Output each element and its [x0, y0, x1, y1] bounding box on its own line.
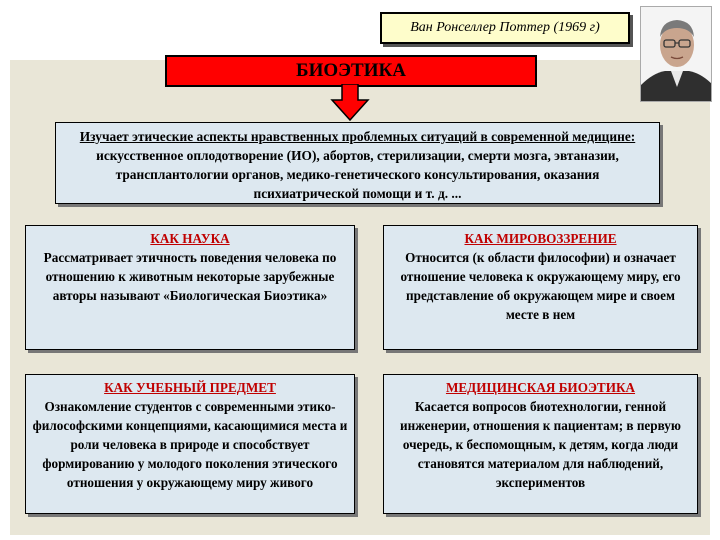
- medical-bioethics-text: Касается вопросов биотехнологии, генной инженерии, отношения к пациентам; в первую очередь, к беспомощным, к детям, когда люди становятся материалом для наблюдений, экспериментов: [400, 399, 681, 490]
- medical-bioethics-box: [383, 374, 698, 514]
- science-text: Рассматривает этичность поведения человека по отношению к животным некоторые зарубежные авторы называют «Биологическая Биоэтика»: [43, 250, 337, 303]
- bioethics-title: БИОЭТИКА: [165, 55, 537, 87]
- subject-heading: КАК УЧЕБНЫЙ ПРЕДМЕТ: [104, 380, 276, 395]
- subject-box: [25, 374, 355, 514]
- subject-text: Ознакомление студентов с современными этико-философскими концепциями, касающимися места и роли человека в природе и способствует формированию у молодого поколения этического отношения у окружающему миру живого: [32, 399, 348, 490]
- worldview-box: [383, 225, 698, 350]
- author-label: Ван Ронселлер Поттер (1969 г): [380, 12, 630, 44]
- portrait-photo: [640, 6, 712, 102]
- worldview-heading: КАК МИРОВОЗЗРЕНИЕ: [464, 231, 617, 246]
- worldview-text: Относится (к области философии) и означает отношение человека к окружающему миру, его представление об окружающем мире и своем месте в нем: [400, 250, 681, 322]
- definition-rest: искусственное оплодотворение (ИО), абортов, стерилизации, смерти мозга, эвтаназии, трансплантологии органов, медико-генетического консультирования, оказания психиатрической помощи и т. д. ...: [96, 148, 619, 201]
- medical-bioethics-heading: МЕДИЦИНСКАЯ БИОЭТИКА: [445, 380, 636, 395]
- down-arrow-icon: [330, 84, 370, 122]
- definition-underlined: Изучает этические аспекты нравственных проблемных ситуаций в современной медицине:: [79, 129, 636, 144]
- science-heading: КАК НАУКА: [150, 231, 230, 246]
- definition-box: [55, 122, 660, 204]
- science-box: [25, 225, 355, 350]
